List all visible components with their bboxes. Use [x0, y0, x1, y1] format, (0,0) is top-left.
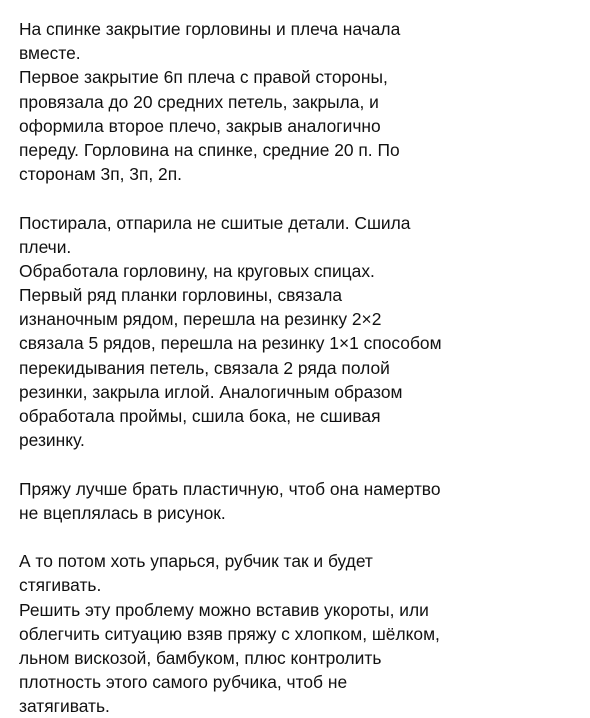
- text-line: перекидывания петель, связала 2 ряда полой: [19, 357, 390, 378]
- text-line: Решить эту проблему можно вставив укороты, или: [19, 599, 429, 620]
- paragraph-gap: [19, 525, 579, 549]
- text-line: обработала проймы, сшила бока, не сшивая: [19, 406, 381, 426]
- paragraph-yarn-advice: [19, 477, 579, 525]
- text-line: изнаночным рядом, перешла на резинку 2×2: [19, 309, 382, 330]
- paragraph-finishing: [19, 211, 579, 453]
- text-line: не вцеплялась в рисунок.: [19, 502, 226, 523]
- text-line: переду. Горловина на спинке, средние 20 п. По: [19, 139, 400, 160]
- text-line: плечи.: [19, 236, 72, 257]
- text-line: затягивать.: [19, 696, 110, 717]
- text-line: вместе.: [19, 43, 81, 64]
- text-line: плотность этого самого рубчика, чтоб не: [19, 672, 348, 693]
- text-line: Первое закрытие 6п плеча с правой стороны,: [19, 67, 388, 88]
- paragraph-gap: [19, 186, 579, 210]
- text-line: А то потом хоть упарься, рубчик так и будет: [19, 551, 373, 572]
- text-line: Постирала, отпарила не сшитые детали. Сшила: [19, 212, 411, 233]
- text-line: Пряжу лучше брать пластичную, чтоб она намертво: [19, 478, 441, 499]
- text-line: облегчить ситуацию взяв пряжу с хлопком, шёлком,: [19, 623, 440, 644]
- text-line: стягивать.: [19, 575, 102, 596]
- paragraph-gap: [19, 452, 579, 476]
- text-line: резинку.: [19, 430, 85, 451]
- text-line: резинки, закрыла иглой. Аналогичным образом: [19, 381, 403, 402]
- text-line: На спинке закрытие горловины и плеча начала: [19, 19, 401, 39]
- document-body: [19, 17, 579, 718]
- text-line: Первый ряд планки горловины, связала: [19, 285, 343, 306]
- text-line: провязала до 20 средних петель, закрыла, и: [19, 91, 379, 112]
- text-line: сторонам 3п, 3п, 2п.: [19, 164, 182, 185]
- paragraph-back-neckline: [19, 17, 579, 186]
- paragraph-ribbing-solution: [19, 549, 579, 718]
- text-line: связала 5 рядов, перешла на резинку 1×1 способом: [19, 333, 442, 354]
- text-line: Обработала горловину, на круговых спицах.: [19, 260, 375, 281]
- text-line: льном вискозой, бамбуком, плюс контролить: [19, 647, 382, 668]
- text-line: оформила второе плечо, закрыв аналогично: [19, 115, 381, 136]
